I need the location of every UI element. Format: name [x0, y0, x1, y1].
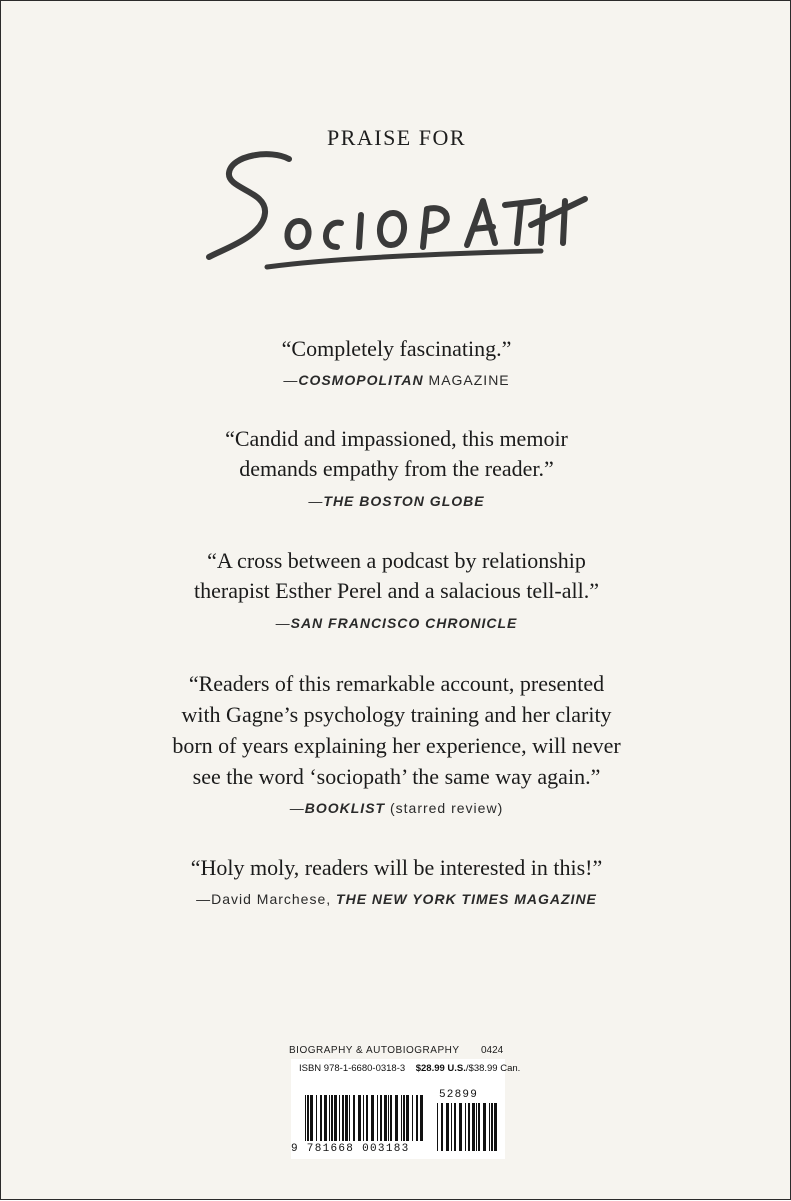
praise-header: PRAISE FOR [326, 125, 467, 150]
bisac-category: BIOGRAPHY & AUTOBIOGRAPHY [289, 1045, 460, 1056]
quote-2-attribution [1, 493, 791, 509]
price-canada: /$38.99 Can. [465, 1063, 521, 1074]
barcode-bar [329, 1095, 330, 1141]
barcode-bar [472, 1103, 475, 1151]
barcode-bar [363, 1095, 364, 1141]
praise-quotes [1, 1, 791, 1201]
barcode-bar [390, 1095, 392, 1141]
barcode-bar [454, 1103, 456, 1151]
barcode-bar [412, 1095, 413, 1141]
barcode-bar [437, 1103, 438, 1151]
quote-3-line-2: therapist Esther Perel and a salacious tell-all.” [193, 578, 599, 603]
attribution-source: THE NEW YORK TIMES MAGAZINE [336, 891, 597, 907]
attribution-source: BOOKLIST [304, 800, 386, 816]
quote-1-line-1: “Completely fascinating.” [281, 336, 512, 361]
barcode-bar [401, 1095, 402, 1141]
barcode-bar [494, 1103, 497, 1151]
barcode-bar [358, 1095, 361, 1141]
barcode-bar [489, 1103, 490, 1151]
barcode-bar [331, 1095, 333, 1141]
barcode-bar [345, 1095, 348, 1141]
barcode-bar [406, 1095, 409, 1141]
barcode-bar [478, 1103, 480, 1151]
attribution-dash: — [283, 372, 299, 388]
barcode-bar [380, 1095, 382, 1141]
barcode-bar [305, 1095, 306, 1141]
attribution-dash: — [308, 493, 324, 509]
barcode-bar [307, 1095, 309, 1141]
barcode-bar [483, 1103, 486, 1151]
attribution-suffix: MAGAZINE [423, 372, 510, 388]
barcode-bar [395, 1095, 398, 1141]
price-us: $28.99 U.S. [415, 1063, 466, 1074]
attribution-dash: —David Marchese, [196, 891, 337, 907]
barcode-bar [366, 1095, 368, 1141]
quote-5-attribution [1, 891, 791, 907]
quote-4-line-3: born of years explaining her experience, will never [172, 733, 621, 758]
barcode-bar [416, 1095, 418, 1141]
quote-3-line-1: “A cross between a podcast by relationship [207, 548, 586, 573]
barcode-bar [384, 1095, 387, 1141]
barcode-bar [324, 1095, 327, 1141]
quote-4-line-2: with Gagne’s psychology training and her clarity [181, 702, 612, 727]
isbn-number: ISBN 978-1-6680-0318-3 [299, 1063, 406, 1074]
barcode-bar [465, 1103, 466, 1151]
barcode-bar [349, 1095, 350, 1141]
quote-1-attribution [1, 372, 791, 388]
barcode-bar [342, 1095, 344, 1141]
attribution-dash: — [275, 615, 291, 631]
attribution-dash: — [289, 800, 305, 816]
barcode-bar [371, 1095, 374, 1141]
barcode-bar [353, 1095, 355, 1141]
quote-2-line-1: “Candid and impassioned, this memoir [225, 426, 568, 451]
barcode-bar [476, 1103, 477, 1151]
barcode-bar [446, 1103, 449, 1151]
isbn-barcode-panel [291, 1059, 521, 1159]
attribution-source: THE BOSTON GLOBE [323, 493, 485, 509]
barcode-bar [377, 1095, 378, 1141]
quote-2-line-2: demands empathy from the reader.” [239, 456, 554, 481]
barcode-digits: 9 781668 003183 [291, 1143, 410, 1155]
barcode-bar [459, 1103, 462, 1151]
quote-3-attribution [1, 615, 791, 631]
barcode-bar [334, 1095, 337, 1141]
barcode-bar [320, 1095, 322, 1141]
barcode-bar [441, 1103, 443, 1151]
attribution-suffix: (starred review) [385, 800, 504, 816]
barcode-bar [491, 1103, 493, 1151]
attribution-source: SAN FRANCISCO CHRONICLE [290, 615, 518, 631]
quote-4-line-4: see the word ‘sociopath’ the same way again.” [192, 764, 601, 789]
barcode-bar [339, 1095, 340, 1141]
barcode-bar [468, 1103, 470, 1151]
barcode-bar [388, 1095, 389, 1141]
quote-4-line-1: “Readers of this remarkable account, presented [188, 671, 605, 696]
barcode-addon-digits: 52899 [439, 1089, 479, 1101]
barcode-bar [403, 1095, 405, 1141]
print-code: 0424 [481, 1045, 504, 1056]
barcode-bar [420, 1095, 423, 1141]
barcode-bar [310, 1095, 313, 1141]
attribution-source: COSMOPOLITAN [298, 372, 424, 388]
quote-5-line-1: “Holy moly, readers will be interested in this!” [190, 855, 603, 880]
barcode-bar [451, 1103, 452, 1151]
quote-4-attribution [1, 800, 791, 816]
barcode-bar [316, 1095, 317, 1141]
